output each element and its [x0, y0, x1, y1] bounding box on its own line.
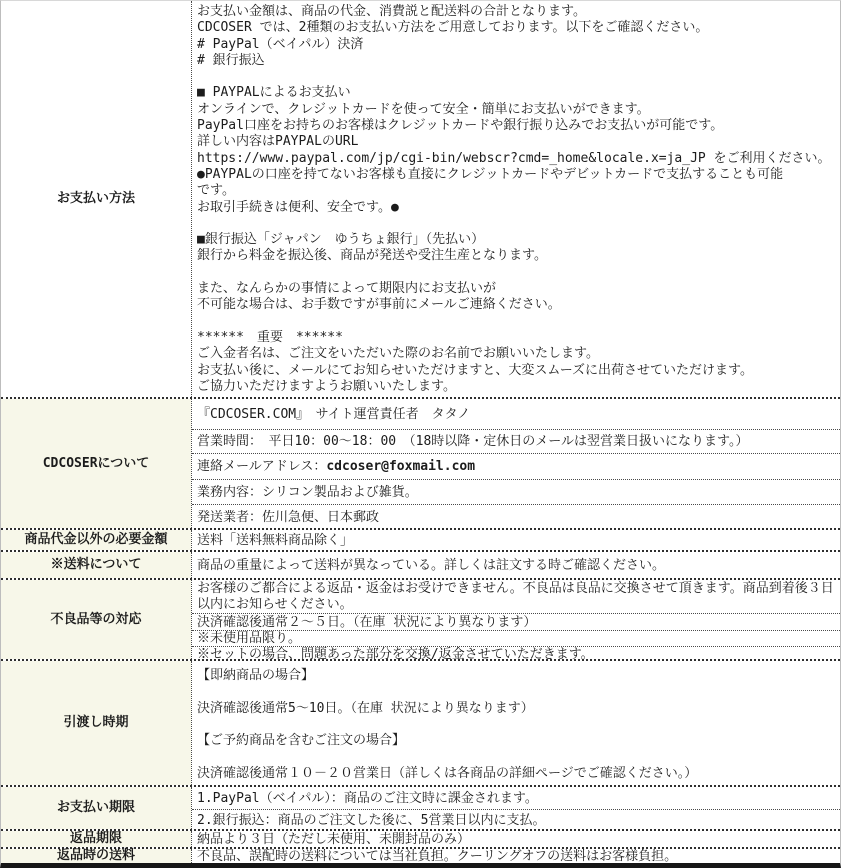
payment-deadline-content	[191, 787, 840, 829]
bank-deadline-row: 2.銀行振込：商品のご注文した後に、5営業日以内に支払。	[192, 809, 840, 831]
section-payment-method	[1, 1, 840, 397]
shipping-note-text: 商品の重量によって送料が異なっている。詳しくは註文する時ご確認ください。	[197, 557, 666, 573]
text-line: 不可能な場合は、お手数ですが事前にメールご連絡ください。	[197, 297, 561, 313]
text-line: 決済確認後通常１０－２０営業日（詳しくは各商品の詳細ページでご確認ください。）	[197, 765, 698, 781]
row-header-extra-fees: 商品代金以外の必要金額	[1, 530, 191, 550]
row-header-payment-deadline: お支払い期限	[1, 787, 191, 829]
text-line: お取引手続きは便利、安全です。●	[197, 199, 399, 215]
text-line: https://www.paypal.com/jp/cgi-bin/webscr?cmd=_home&locale.x=ja_JP をご利用ください。	[197, 150, 831, 166]
text-line: ■銀行振込「ジャパン ゆうちょ銀行」（先払い）	[197, 232, 485, 248]
row-header-shipping-note: ※送料について	[1, 552, 191, 578]
text-line	[197, 684, 836, 700]
return-shipping-content	[191, 849, 840, 863]
text-line: お支払い金額は、商品の代金、消費説と配送料の合計となります。	[197, 4, 586, 19]
section-return-shipping	[1, 847, 840, 863]
shipping-note-content	[191, 552, 840, 578]
paypal-deadline-row: 1.PayPal（ベイパル）：商品のご注文時に課金されます。	[197, 790, 538, 806]
row-header-delivery-time: 引渡し時期	[1, 661, 191, 785]
section-return-deadline	[1, 829, 840, 847]
text-line	[197, 717, 836, 733]
return-deadline-text: 納品より３日（ただし未使用、未開封品のみ）	[197, 831, 471, 847]
row-header-return-shipping: 返品時の送料	[1, 849, 191, 863]
section-payment-deadline	[1, 785, 840, 829]
contact-email-row	[192, 453, 840, 479]
text-line: ご入金者名は、ご注文をいただいた際のお名前でお願いいたします。	[197, 346, 599, 362]
text-line: 決済確認後通常5～10日。（在庫 状況により異なります）	[197, 700, 534, 716]
section-extra-fees	[1, 528, 840, 550]
extra-fees-content	[191, 530, 840, 550]
text-line: です。	[197, 183, 235, 199]
contact-email-label: 連絡メールアドレス：	[197, 459, 327, 474]
extra-fees-text: 送料「送料無料商品除く」	[197, 532, 354, 548]
business-hours-row: 営業時間： 平日10：00～18：00 （18時以降・定休日のメールは翌営業日扱いになります。）	[192, 429, 840, 453]
delivery-time-content	[191, 661, 840, 785]
text-line: また、なんらかの事情によって期限内にお支払いが	[197, 281, 497, 297]
about-cdcoser-content	[191, 399, 840, 528]
set-exchange-row: ※セットの場合、問題あった部分を交換/返金させていただきます。	[192, 646, 840, 662]
return-policy-row: お客様のご都合による返品・返金はお受けできません。不良品は良品に交換させて頂きます。商品到着後３日以内にお知らせください。	[197, 581, 834, 612]
text-line	[197, 265, 836, 281]
text-line: ●PAYPALの口座を持てないお客様も直接にクレジットカードやデビットカードで支払することも可能	[197, 166, 784, 182]
return-shipping-text: 不良品、誤配時の送料については当社負担。クーリングオフの送料はお客様負担。	[197, 849, 678, 864]
text-line: お支払い後に、メールにてお知らせいただけますと、大変スムーズに出荷させていただけます。	[197, 362, 754, 378]
contact-email-address: cdcoser@foxmail.com	[326, 459, 476, 474]
text-line: PayPal口座をお持ちのお客様はクレジットカードや銀行振り込みでお支払いが可能です。	[197, 118, 724, 134]
row-header-about-cdcoser: CDCOSERについて	[1, 399, 191, 528]
section-about-cdcoser	[1, 397, 840, 528]
exchange-time-row: 決済確認後通常２～５日。（在庫 状況により異なります）	[192, 613, 840, 630]
text-line: # PayPal（ベイパル）決済	[197, 36, 364, 52]
site-operator-row: 『CDCOSER.COM』 サイト運営責任者 タタノ	[197, 406, 471, 422]
shipping-carrier-row: 発送業者：佐川急便、日本郵政	[192, 504, 840, 530]
text-line: 銀行から料金を振込後、商品が発送や受注生産となります。	[197, 248, 547, 264]
text-line: 【即納商品の場合】	[197, 668, 315, 683]
text-line: CDCOSER では、2種類のお支払い方法をご用意しております。以下をご確認ください。	[197, 20, 709, 36]
payment-method-text	[192, 1, 840, 395]
text-line	[197, 69, 836, 85]
text-line: ご協力いただけますようお願いいたします。	[197, 378, 456, 394]
defective-items-content	[191, 580, 840, 662]
row-header-return-deadline: 返品期限	[1, 831, 191, 847]
text-line	[197, 216, 836, 232]
section-delivery-time	[1, 659, 840, 785]
business-content-row: 業務内容：シリコン製品および雑貨。	[192, 479, 840, 504]
unused-only-row: ※未使用品限り。	[192, 630, 840, 646]
text-line: 詳しい内容はPAYPALのURL	[197, 134, 359, 150]
row-header-payment-method: お支払い方法	[1, 1, 191, 397]
return-deadline-content	[191, 831, 840, 847]
text-line: 【ご予約商品を含むご注文の場合】	[197, 733, 406, 749]
text-line: ****** 重要 ******	[197, 329, 343, 345]
text-line: # 銀行振込	[197, 52, 265, 68]
section-shipping-note	[1, 550, 840, 578]
text-line: オンラインで、クレジットカードを使って安全・簡単にお支払いができます。	[197, 101, 650, 117]
section-defective-items	[1, 578, 840, 662]
text-line	[197, 749, 836, 765]
row-header-defective-items: 不良品等の対応	[1, 580, 191, 659]
text-line	[197, 314, 836, 330]
text-line: ■ PAYPALによるお支払い	[197, 85, 351, 101]
delivery-time-text	[192, 661, 840, 782]
payment-method-content	[191, 1, 840, 397]
